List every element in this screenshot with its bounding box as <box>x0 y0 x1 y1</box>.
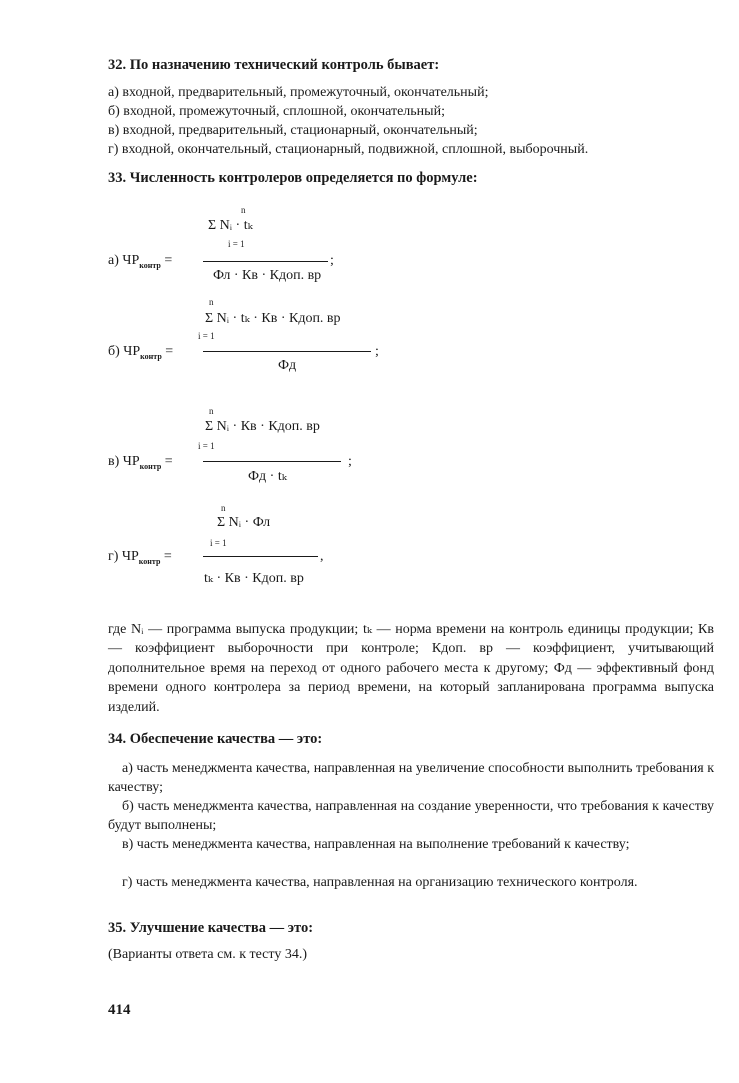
formula-b-fraction-bar <box>203 351 371 352</box>
question-32-option-c: в) входной, предварительный, стационарный, окончательный; <box>108 123 478 138</box>
formula-c-sigma-top: n <box>209 406 214 416</box>
formula-b-numerator: Σ Nᵢ · tₖ · Кв · Кдоп. вр <box>205 311 341 326</box>
formula-c-denominator: Фд · tₖ <box>248 469 287 484</box>
question-34-option-d: г) часть менеджмента качества, направленная на организацию технического контроля. <box>122 875 638 890</box>
formula-c-numerator: Σ Nᵢ · Кв · Кдоп. вр <box>205 419 320 434</box>
question-34-option-c: в) часть менеджмента качества, направленная на выполнение требований к качеству; <box>122 837 630 852</box>
formula-explanation: где Nᵢ — программа выпуска продукции; tₖ — норма времени на контроль единицы продукции; Кв — коэффициент выборочности при контроле; Кдоп. вр — коэффициент, учитывающий дополнительное время на переход от одного рабочего места к другому; Фд — эффективный фонд времени одного контролера за период времени, на который запланирована программа выпуска изделий. <box>108 622 714 715</box>
formula-a-denominator: Фл · Кв · Кдоп. вр <box>213 268 322 283</box>
formula-a-label: а) $ЧР_{контр}$ = <box>108 253 173 270</box>
formula-b-denominator: Фд <box>278 358 297 373</box>
formula-c-label: в) $ЧР_{контр}$ = <box>108 454 173 471</box>
question-32-option-d: г) входной, окончательный, стационарный, подвижной, сплошной, выборочный. <box>108 142 589 157</box>
formula-d-sigma-bottom: i = 1 <box>210 538 227 548</box>
question-32-option-a: а) входной, предварительный, промежуточный, окончательный; <box>108 85 489 100</box>
formula-a-numerator: Σ Nᵢ · tₖ <box>208 218 253 233</box>
formula-b-end: ; <box>375 344 379 359</box>
question-33-title: 33. Численность контролеров определяется по формуле: <box>108 170 478 186</box>
formula-d-denominator: tₖ · Кв · Кдоп. вр <box>204 571 304 586</box>
formula-a-end: ; <box>330 253 334 268</box>
formula-c <box>108 406 408 486</box>
formula-a-sigma-top: n <box>241 205 246 215</box>
question-34-title: 34. Обеспечение качества — это: <box>108 731 323 747</box>
formula-b-sigma-bottom: i = 1 <box>198 331 215 341</box>
formula-d-end: , <box>320 549 324 564</box>
formula-d-numerator: Σ Nᵢ · Фл <box>217 515 271 530</box>
formula-a <box>108 205 408 290</box>
formula-b-sigma-top: n <box>209 297 214 307</box>
formula-a-sigma-bottom: i = 1 <box>228 239 245 249</box>
question-34-option-b: б) часть менеджмента качества, направленная на создание уверенности, что требования к качеству будут выполнены; <box>108 799 714 834</box>
page-number: 414 <box>108 1002 131 1018</box>
formula-c-fraction-bar <box>203 461 341 462</box>
formula-c-sigma-bottom: i = 1 <box>198 441 215 451</box>
question-35-title: 35. Улучшение качества — это: <box>108 920 314 936</box>
formula-b-label: б) $ЧР_{контр}$ = <box>108 344 174 361</box>
formula-c-end: ; <box>348 454 352 469</box>
formula-d-fraction-bar <box>203 556 318 557</box>
formula-d-sigma-top: n <box>221 503 226 513</box>
question-34-option-a: а) часть менеджмента качества, направленная на увеличение способности выполнить требования к качеству; <box>108 761 714 796</box>
formula-d-label: г) $ЧР_{контр}$ = <box>108 549 172 566</box>
formula-d <box>108 503 408 593</box>
formula-b <box>108 297 408 377</box>
question-32-option-b: б) входной, промежуточный, сплошной, окончательный; <box>108 104 445 119</box>
question-32-title: 32. По назначению технический контроль бывает: <box>108 57 440 73</box>
question-35-note: (Варианты ответа см. к тесту 34.) <box>108 947 307 962</box>
formula-a-fraction-bar <box>203 261 328 262</box>
